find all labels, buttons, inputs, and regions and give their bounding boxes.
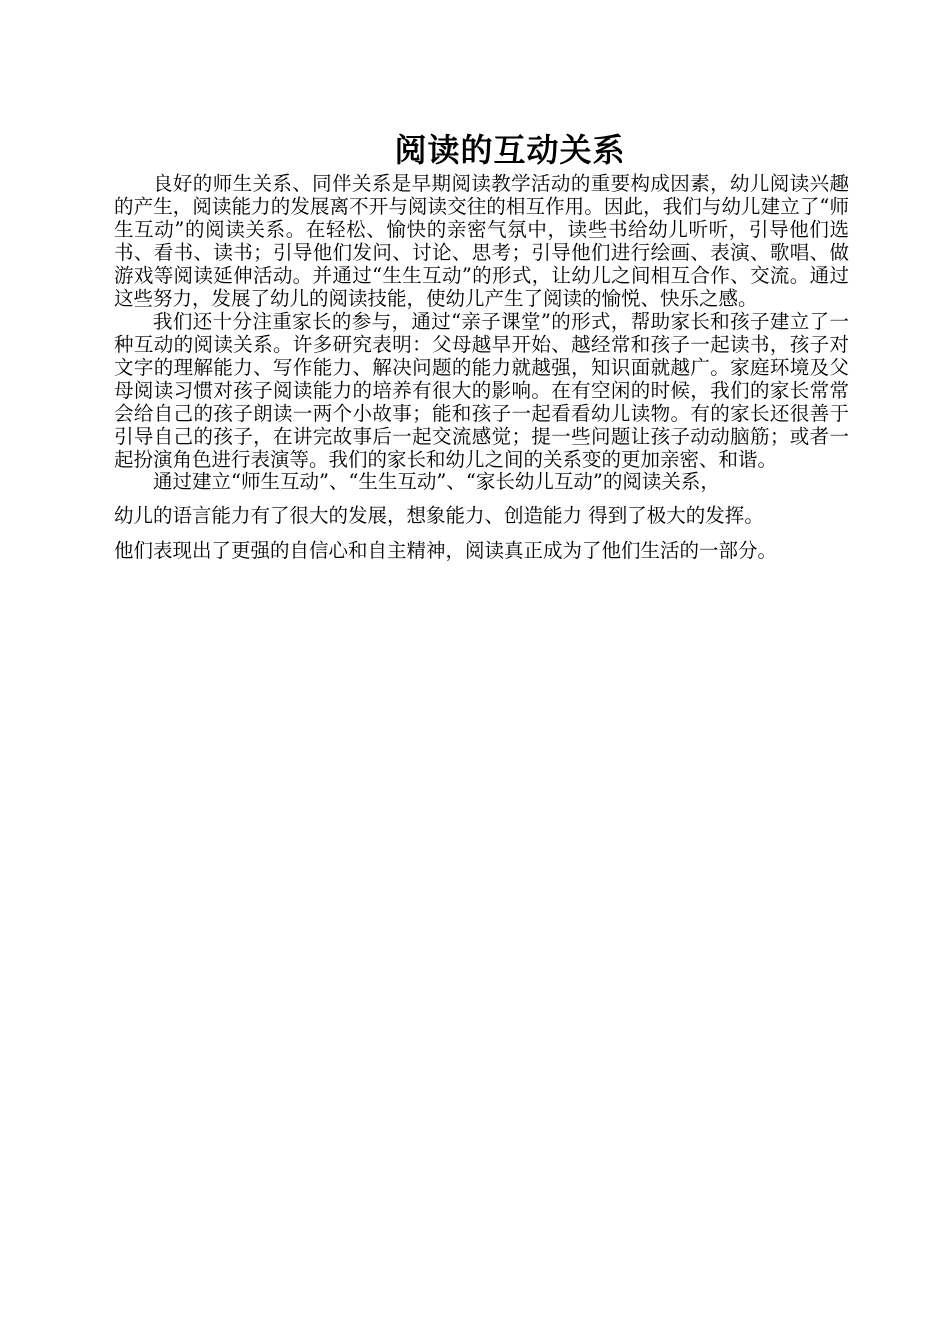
document-title: 阅读的互动关系 <box>394 131 626 169</box>
paragraph-3: 通过建立“师生互动”、“生生互动”、“家长幼儿互动”的阅读关系， <box>153 470 720 493</box>
paragraph-1: 良好的师生关系、同伴关系是早期阅读教学活动的重要构成因素，幼儿阅读兴趣的产生，阅读能力的发展离不开与阅读交往的相互作用。因此，我们与幼儿建立了“师生互动”的阅读关系。在轻松、愉快的亲密气氛中，读些书给幼儿听听，引导他们选书、看书、读书；引导他们发问、讨论、思考；引导他们进行绘画、表演、歌唱、做游戏等阅读延伸活动。并通过“生生互动”的形式，让幼儿之间相互合作、交流。通过这些努力，发展了幼儿的阅读技能，使幼儿产生了阅读的愉悦、快乐之感。 <box>114 172 849 310</box>
paragraph-3-line-3: 他们表现出了更强的自信心和自主精神，阅读真正成为了他们生活的一部分。 <box>114 539 778 562</box>
paragraph-3-line-2: 幼儿的语言能力有了很大的发展，想象能力、创造能力 得到了极大的发挥。 <box>114 504 764 527</box>
document-body <box>114 172 849 562</box>
paragraph-2: 我们还十分注重家长的参与，通过“亲子课堂”的形式，帮助家长和孩子建立了一种互动的阅读关系。许多研究表明：父母越早开始、越经常和孩子一起读书，孩子对文字的理解能力、写作能力、解决问题的能力就越强，知识面就越广。家庭环境及父母阅读习惯对孩子阅读能力的培养有很大的影响。在有空闲的时候，我们的家长常常会给自己的孩子朗读一两个小故事；能和孩子一起看看幼儿读物。有的家长还很善于引导自己的孩子，在讲完故事后一起交流感觉；提一些问题让孩子动动脑筋；或者一起扮演角色进行表演等。我们的家长和幼儿之间的关系变的更加亲密、和谐。 <box>114 310 849 471</box>
